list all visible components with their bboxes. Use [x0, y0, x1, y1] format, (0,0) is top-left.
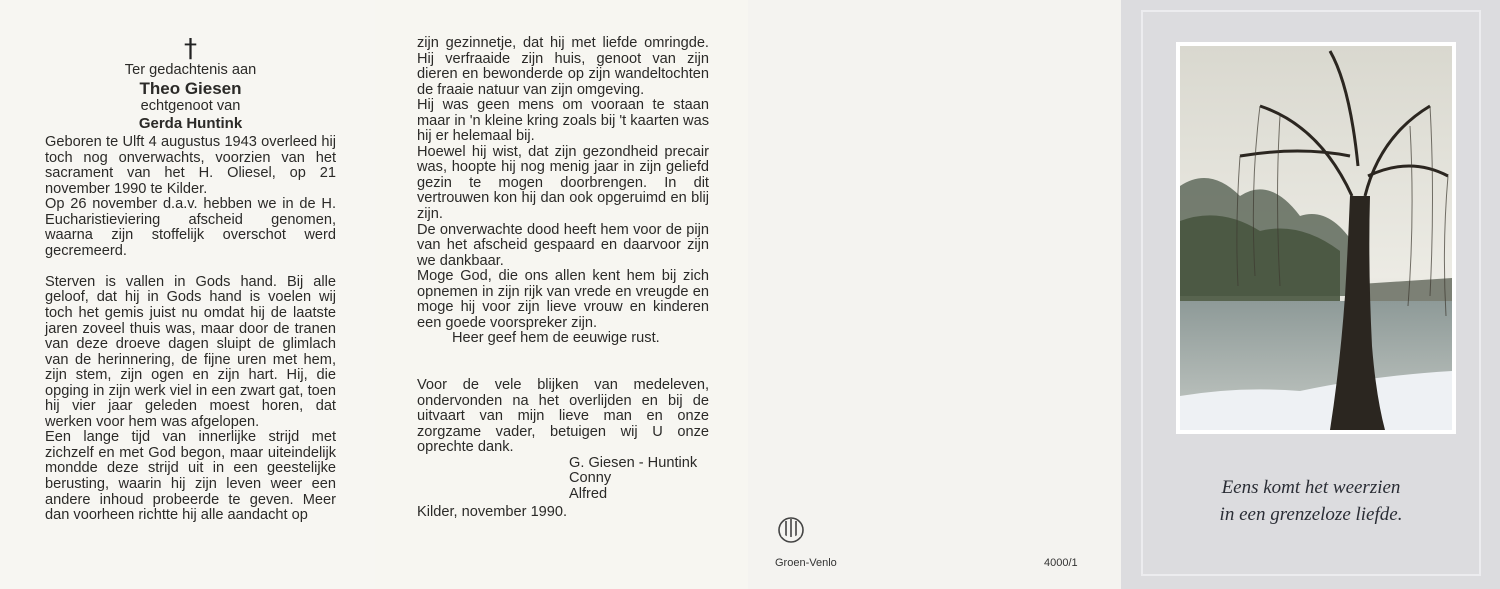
spouse-name: Gerda Huntink	[138, 115, 243, 132]
poem	[1157, 474, 1465, 528]
winter-tree-photo	[1176, 42, 1456, 434]
signature-name: Alfred	[569, 485, 608, 502]
poem-line: in een grenzeloze liefde.	[1219, 504, 1403, 525]
signature-name: Conny	[569, 470, 612, 487]
prayer-line: Heer geef hem de eeuwige rust.	[452, 330, 660, 347]
place-date: Kilder, november 1990.	[417, 504, 568, 521]
card-text-middle	[417, 36, 709, 521]
thanks-paragraph: Voor de vele blijken van medeleven, ondervonden na het overlijden en bij de uitvaart van mijn lieve man en onze zorgzame vader, betuigen wij U onze oprechte dank.	[417, 377, 709, 456]
printer-logo-icon	[776, 515, 806, 545]
deceased-name: Theo Giesen	[139, 78, 242, 98]
paragraph: zijn gezinnetje, dat hij met liefde omringde. Hij verfraaide zijn huis, genoot van zijn dieren en bewonderde op zijn wandeltochten de fraaie natuur van zijn omgeving.	[417, 35, 709, 98]
paragraph: De onverwachte dood heeft hem voor de pijn van het afscheid gespaard en daarvoor zijn we dankbaar.	[417, 221, 709, 269]
card-text-left	[45, 135, 336, 524]
cross-icon: †	[184, 34, 197, 64]
paragraph: Geboren te Ulft 4 augustus 1943 overleed hij toch nog onverwachts, voorzien van het sacrament van het H. Oliesel, op 21 november 1990 te Kilder.	[45, 134, 336, 197]
printer-name: Groen-Venlo	[775, 557, 837, 569]
card-panel-front	[1121, 0, 1500, 589]
memorial-intro: Ter gedachtenis aan	[124, 62, 257, 78]
card-heading	[45, 35, 336, 133]
card-panel-back	[748, 0, 1121, 589]
poem-line: Eens komt het weerzien	[1221, 477, 1401, 498]
card-code: 4000/1	[1044, 557, 1078, 569]
spouse-intro: echtgenoot van	[140, 97, 241, 114]
paragraph: Moge God, die ons allen kent hem bij zich opnemen in zijn rijk van vrede en vreugde en moge hij voor zijn lieve vrouw en kinderen een goede voorspreker zijn.	[417, 268, 709, 331]
signature-name: G. Giesen - Huntink	[569, 454, 698, 471]
paragraph: Sterven is vallen in Gods hand. Bij alle geloof, dat hij in Gods hand is voelen wij toch het gemis juist nu omdat hij de laatste jaren zoveel thuis was, maar door de tranen van deze droeve dagen sluipt de glimlach van de herinnering, de fijne uren met hem, zijn stem, zijn ogen en zijn hart. Hij, die opging in zijn werk viel in een zwart gat, toen hij vier jaar geleden moest horen, dat werken voor hem was afgelopen.	[45, 273, 336, 430]
paragraph: Hij was geen mens om vooraan te staan maar in 'n kleine kring zoals bij 't kaarten was hij er helemaal bij.	[417, 97, 709, 145]
paragraph: Hoewel hij wist, dat zijn gezondheid precair was, hoopte hij nog menig jaar in zijn geliefd gezin te mogen doorbrengen. In dit vertrouwen kon hij dan ook opgeruimd en blij zijn.	[417, 143, 709, 223]
card-panel-middle	[375, 0, 748, 589]
paragraph: Een lange tijd van innerlijke strijd met zichzelf en met God begon, maar uiteindelijk mondde deze strijd uit in een geestelijke berusting, waarin hij zijn leven weer een andere inhoud probeerde te geven. Meer dan voorheen richtte hij alle aandacht op	[45, 429, 336, 524]
paragraph: Op 26 november d.a.v. hebben we in de H. Eucharistieviering afscheid genomen, waarna zijn stoffelijk overschot werd gecremeerd.	[45, 196, 336, 259]
card-panel-left	[0, 0, 375, 589]
